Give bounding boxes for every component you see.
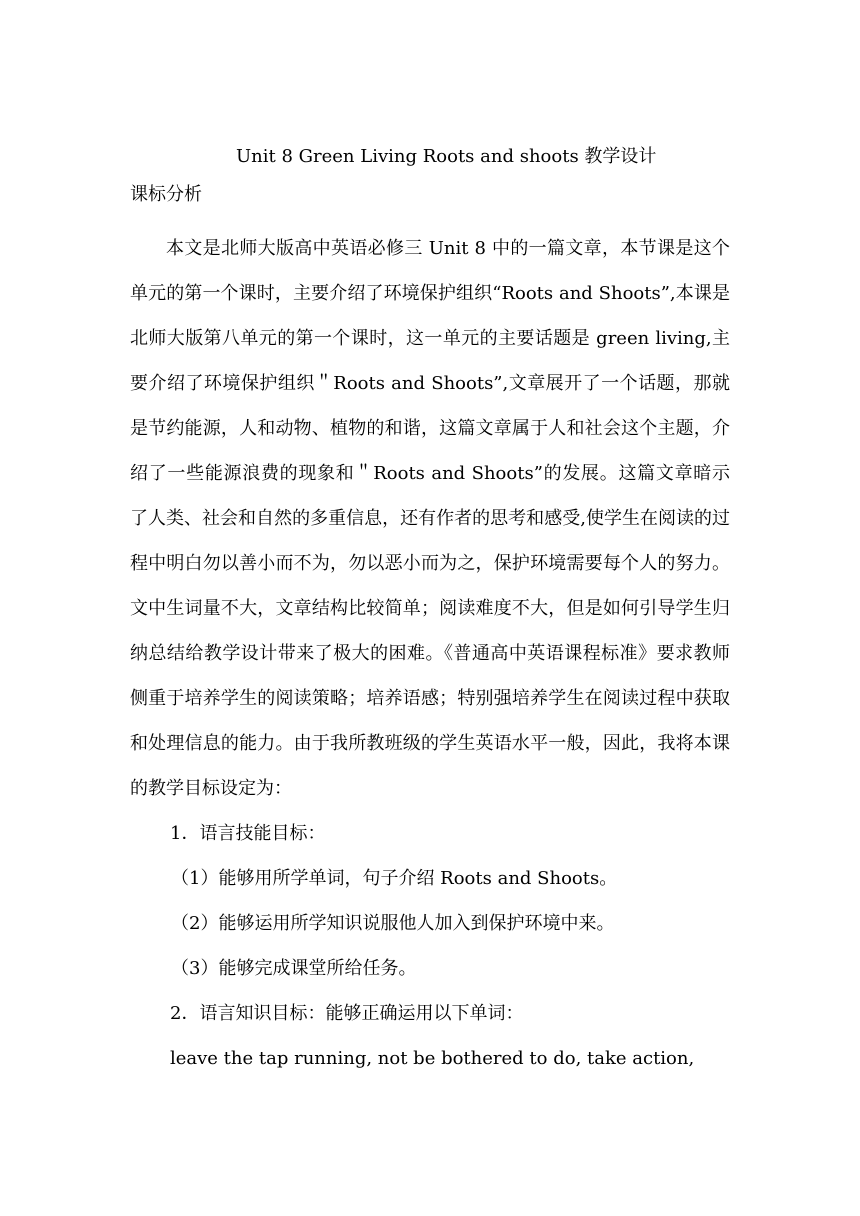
section-heading: 课标分析	[130, 184, 202, 205]
list-item: （3）能够完成课堂所给任务。	[171, 958, 417, 979]
analysis-paragraph: 本文是北师大版高中英语必修三 Unit 8 中的一篇文章，本节课是这个单元的第一个课时，主要介绍了环境保护组织“Roots and Shoots”,本课是北师大版第八单元的第一个课时，这一单元的主要话题是 green living,主要介绍了环境保护组织＂Roots and Shoots”,文章展开了一个话题，那就是节约能源，人和动物、植物的和谐，这篇文章属于人和社会这个主题，介绍了一些能源浪费的现象和＂Roots and Shoots”的发展。这篇文章暗示了人类、社会和自然的多重信息，还有作者的思考和感受,使学生在阅读的过程中明白勿以善小而不为，勿以恶小而为之，保护环境需要每个人的努力。文中生词量不大，文章结构比较简单；阅读难度不大，但是如何引导学生归纳总结给教学设计带来了极大的困难。《普通高中英语课程标准》要求教师侧重于培养学生的阅读策略；培养语感；特别强培养学生在阅读过程中获取和处理信息的能力。由于我所教班级的学生英语水平一般，因此，我将本课的教学目标设定为：	[130, 238, 730, 799]
list-item: （1）能够用所学单词，句子介绍 Roots and Shoots。	[171, 868, 618, 889]
document-title: Unit 8 Green Living Roots and shoots 教学设计	[236, 146, 657, 167]
goal-heading-language-knowledge: 2．语言知识目标：能够正确运用以下单词：	[170, 1003, 524, 1024]
goal-heading-language-skills: 1．语言技能目标：	[170, 823, 326, 844]
vocabulary-line: leave the tap running, not be bothered to do, take action,	[170, 1048, 695, 1069]
document-body	[130, 226, 730, 1081]
list-item: （2）能够运用所学知识说服他人加入到保护环境中来。	[171, 913, 615, 934]
